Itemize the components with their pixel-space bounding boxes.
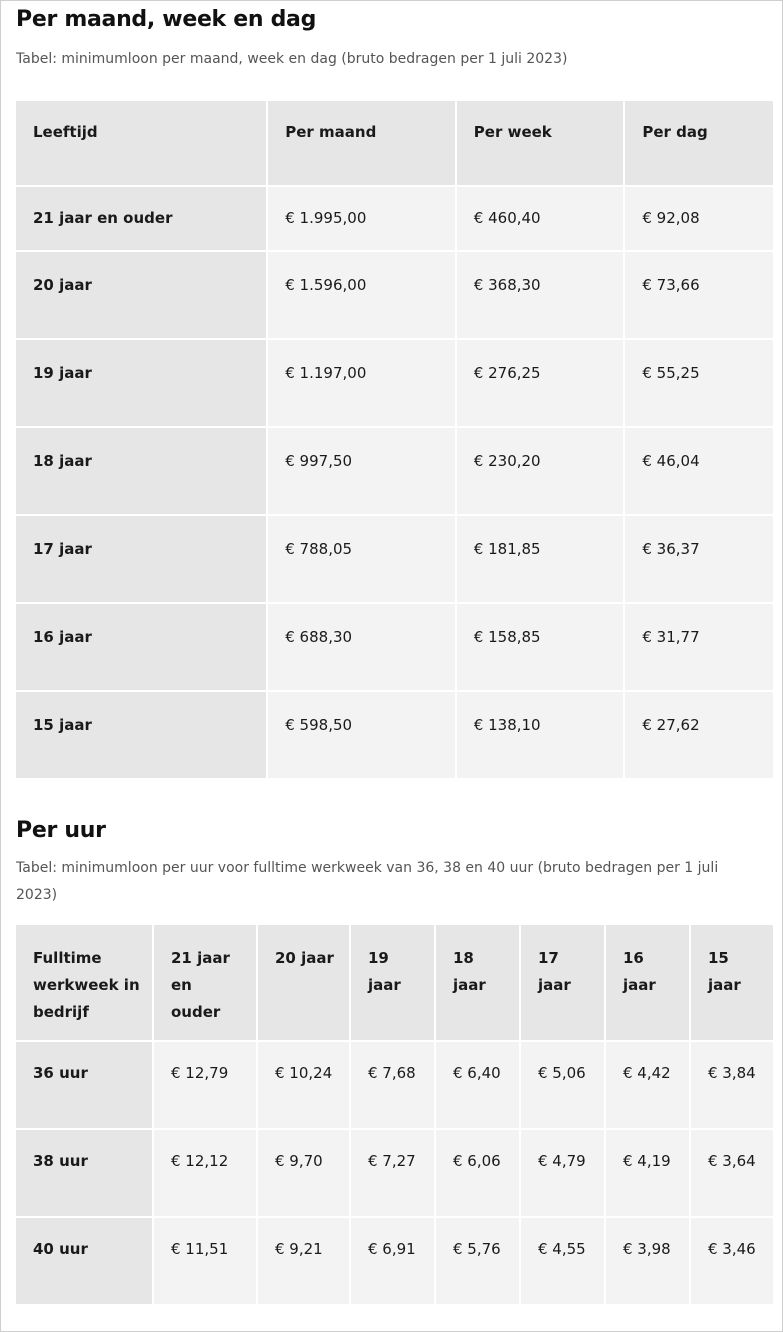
table-cell: € 12,79 bbox=[154, 1042, 256, 1128]
header-line: 19 bbox=[368, 949, 389, 967]
header-line: 21 jaar bbox=[171, 949, 230, 967]
column-header bbox=[258, 925, 349, 1040]
header-line: 17 bbox=[538, 949, 559, 967]
header-line: ouder bbox=[171, 1003, 221, 1021]
header-line: bedrijf bbox=[33, 1003, 89, 1021]
table-cell: € 368,30 bbox=[457, 252, 624, 338]
table-cell: € 1.197,00 bbox=[268, 340, 455, 426]
table-cell: € 4,42 bbox=[606, 1042, 689, 1128]
row-header: 19 jaar bbox=[16, 340, 266, 426]
row-header: 16 jaar bbox=[16, 604, 266, 690]
table-row bbox=[16, 692, 773, 778]
table-cell: € 230,20 bbox=[457, 428, 624, 514]
table-cell: € 46,04 bbox=[625, 428, 773, 514]
header-line: jaar bbox=[623, 976, 656, 994]
content bbox=[1, 1, 782, 1306]
column-header: Leeftijd bbox=[16, 101, 266, 185]
table-cell: € 138,10 bbox=[457, 692, 624, 778]
table-cell: € 460,40 bbox=[457, 187, 624, 250]
column-header: Per maand bbox=[268, 101, 455, 185]
table-cell: € 12,12 bbox=[154, 1130, 256, 1216]
table-row bbox=[16, 252, 773, 338]
table-header-row bbox=[16, 925, 773, 1040]
row-header: 15 jaar bbox=[16, 692, 266, 778]
table-cell: € 3,98 bbox=[606, 1218, 689, 1304]
table-header-row bbox=[16, 101, 773, 185]
table-row bbox=[16, 516, 773, 602]
column-header bbox=[16, 925, 152, 1040]
header-line: jaar bbox=[453, 976, 486, 994]
caption-line: 2023) bbox=[16, 887, 58, 903]
row-header: 18 jaar bbox=[16, 428, 266, 514]
row-header: 20 jaar bbox=[16, 252, 266, 338]
table-cell: € 3,46 bbox=[691, 1218, 773, 1304]
table-row bbox=[16, 1218, 773, 1304]
table-cell: € 997,50 bbox=[268, 428, 455, 514]
table-cell: € 7,68 bbox=[351, 1042, 434, 1128]
header-line: 16 bbox=[623, 949, 644, 967]
row-header: 38 uur bbox=[16, 1130, 152, 1216]
column-header bbox=[691, 925, 773, 1040]
table-cell: € 11,51 bbox=[154, 1218, 256, 1304]
table-cell: € 7,27 bbox=[351, 1130, 434, 1216]
table-row bbox=[16, 1130, 773, 1216]
table-cell: € 6,40 bbox=[436, 1042, 519, 1128]
row-header: 40 uur bbox=[16, 1218, 152, 1304]
table-caption-per-uur bbox=[16, 855, 772, 909]
table-row bbox=[16, 1042, 773, 1128]
row-header: 21 jaar en ouder bbox=[16, 187, 266, 250]
table-cell: € 3,64 bbox=[691, 1130, 773, 1216]
table-cell: € 10,24 bbox=[258, 1042, 349, 1128]
header-line: 20 jaar bbox=[275, 949, 334, 967]
table-cell: € 598,50 bbox=[268, 692, 455, 778]
table-cell: € 6,91 bbox=[351, 1218, 434, 1304]
table-cell: € 9,21 bbox=[258, 1218, 349, 1304]
column-header bbox=[154, 925, 256, 1040]
table-row bbox=[16, 604, 773, 690]
table-cell: € 55,25 bbox=[625, 340, 773, 426]
table-cell: € 1.596,00 bbox=[268, 252, 455, 338]
table-cell: € 5,06 bbox=[521, 1042, 604, 1128]
table-cell: € 92,08 bbox=[625, 187, 773, 250]
header-line: en bbox=[171, 976, 192, 994]
section-heading-per-uur: Per uur bbox=[16, 818, 106, 843]
table-cell: € 9,70 bbox=[258, 1130, 349, 1216]
table-cell: € 158,85 bbox=[457, 604, 624, 690]
row-header: 17 jaar bbox=[16, 516, 266, 602]
table-cell: € 1.995,00 bbox=[268, 187, 455, 250]
table-row bbox=[16, 428, 773, 514]
table-cell: € 4,19 bbox=[606, 1130, 689, 1216]
table-cell: € 181,85 bbox=[457, 516, 624, 602]
table-cell: € 276,25 bbox=[457, 340, 624, 426]
table-cell: € 73,66 bbox=[625, 252, 773, 338]
column-header bbox=[351, 925, 434, 1040]
table-per-uur bbox=[14, 923, 775, 1306]
table-per-maand-week-dag bbox=[14, 99, 775, 780]
header-line: jaar bbox=[708, 976, 741, 994]
table-cell: € 31,77 bbox=[625, 604, 773, 690]
header-line: 15 bbox=[708, 949, 729, 967]
caption-line: Tabel: minimumloon per uur voor fulltime werkweek van 36, 38 en 40 uur (bruto bedragen per 1 juli bbox=[16, 860, 719, 876]
table-cell: € 4,55 bbox=[521, 1218, 604, 1304]
column-header bbox=[606, 925, 689, 1040]
row-header: 36 uur bbox=[16, 1042, 152, 1128]
section-heading-per-maand: Per maand, week en dag bbox=[16, 7, 317, 32]
table-cell: € 4,79 bbox=[521, 1130, 604, 1216]
header-line: werkweek in bbox=[33, 976, 140, 994]
table-caption-per-maand: Tabel: minimumloon per maand, week en dag (bruto bedragen per 1 juli 2023) bbox=[16, 51, 568, 67]
header-line: 18 bbox=[453, 949, 474, 967]
table-cell: € 36,37 bbox=[625, 516, 773, 602]
table-cell: € 688,30 bbox=[268, 604, 455, 690]
header-line: jaar bbox=[538, 976, 571, 994]
header-line: jaar bbox=[368, 976, 401, 994]
header-line: Fulltime bbox=[33, 949, 102, 967]
column-header bbox=[436, 925, 519, 1040]
table-cell: € 5,76 bbox=[436, 1218, 519, 1304]
table-cell: € 3,84 bbox=[691, 1042, 773, 1128]
table-row bbox=[16, 340, 773, 426]
column-header bbox=[521, 925, 604, 1040]
column-header: Per dag bbox=[625, 101, 773, 185]
column-header: Per week bbox=[457, 101, 624, 185]
table-row bbox=[16, 187, 773, 250]
table-cell: € 788,05 bbox=[268, 516, 455, 602]
table-cell: € 6,06 bbox=[436, 1130, 519, 1216]
table-cell: € 27,62 bbox=[625, 692, 773, 778]
